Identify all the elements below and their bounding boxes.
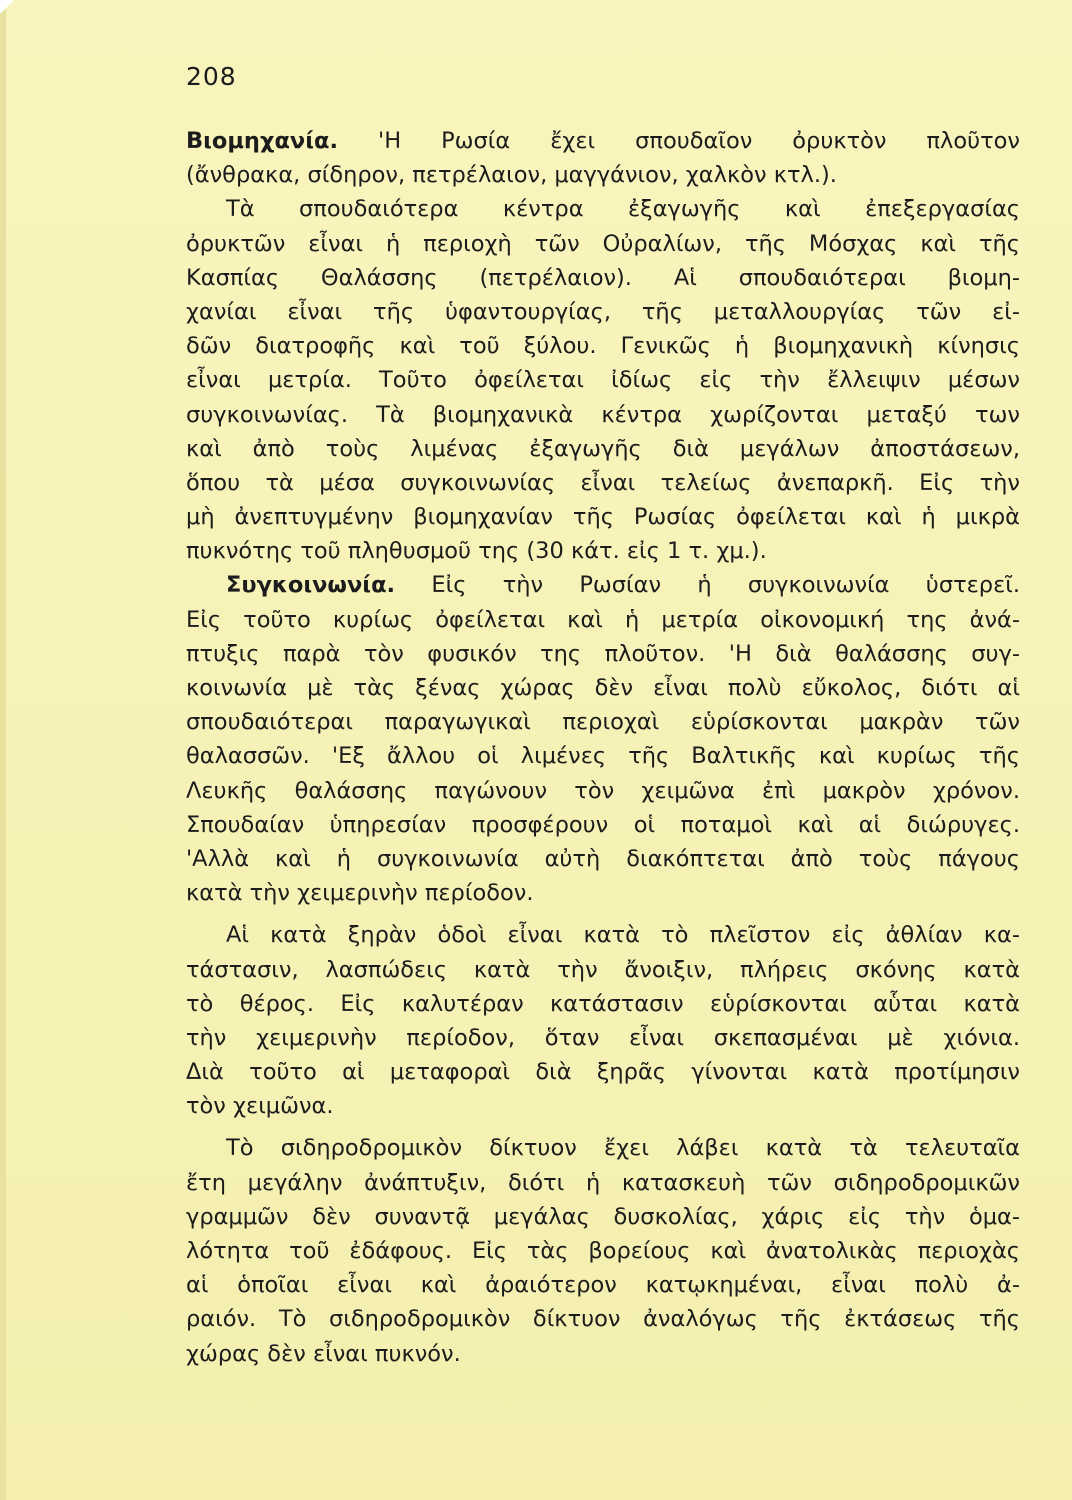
text-line: Διὰ τοῦτο αἱ μεταφοραὶ διὰ ξηρᾶς γίνονται κατὰ προτίμησιν xyxy=(186,1059,1020,1086)
text-line xyxy=(186,124,1020,158)
text-line: ραιόν. Τὸ σιδηροδρομικὸν δίκτυον ἀναλόγως τῆς ἐκτάσεως τῆς xyxy=(186,1306,1020,1333)
text-line: τὸν χειμῶνα. xyxy=(186,1093,334,1120)
text-line: ὅπου τὰ μέσα συγκοινωνίας εἶναι τελείως ἀνεπαρκῆ. Εἰς τὴν xyxy=(186,469,1020,496)
page-corner xyxy=(0,0,14,14)
text-line: σπουδαιότεραι παραγωγικαὶ περιοχαὶ εὑρίσκονται μακρὰν τῶν xyxy=(186,709,1020,736)
text-line: πτυξις παρὰ τὸν φυσικόν της πλοῦτον. 'Η διὰ θαλάσσης συγ- xyxy=(186,640,1020,667)
page-edge xyxy=(0,0,6,1500)
text-line: καὶ ἀπὸ τοὺς λιμένας ἐξαγωγῆς διὰ μεγάλων ἀποστάσεων, xyxy=(186,435,1020,462)
section-heading-transport: Συγκοινωνία. xyxy=(226,572,396,599)
text-line: Σπουδαίαν ὑπηρεσίαν προσφέρουν οἱ ποταμοὶ καὶ αἱ διώρυγες. xyxy=(186,811,1020,838)
text-line: δῶν διατροφῆς καὶ τοῦ ξύλου. Γενικῶς ἡ βιομηχανικὴ κίνησις xyxy=(186,333,1020,360)
text-line: εἶναι μετρία. Τοῦτο ὀφείλεται ἰδίως εἰς τὴν ἔλλειψιν μέσων xyxy=(186,367,1020,394)
text-line: (ἄνθρακα, σίδηρον, πετρέλαιον, μαγγάνιον, χαλκὸν κτλ.). xyxy=(186,162,837,189)
text-line: τὴν χειμερινὴν περίοδον, ὅταν εἶναι σκεπασμέναι μὲ χιόνια. xyxy=(186,1024,1020,1051)
page-number: 208 xyxy=(186,62,237,91)
text-line: τὸ θέρος. Εἰς καλυτέραν κατάστασιν εὑρίσκονται αὗται κατὰ xyxy=(186,990,1020,1017)
text-line: Αἱ κατὰ ξηρὰν ὁδοὶ εἶναι κατὰ τὸ πλεῖστον εἰς ἀθλίαν κα- xyxy=(226,922,1020,949)
text-line: λότητα τοῦ ἐδάφους. Εἰς τὰς βορείους καὶ ἀνατολικὰς περιοχὰς xyxy=(186,1238,1020,1264)
text-line: Κασπίας Θαλάσσης (πετρέλαιον). Αἱ σπουδαιότεραι βιομη- xyxy=(186,264,1020,291)
text-line: 'Αλλὰ καὶ ἡ συγκοινωνία αὐτὴ διακόπτεται ἀπὸ τοὺς πάγους xyxy=(186,845,1020,872)
text-line: κοινωνία μὲ τὰς ξένας χώρας δὲν εἶναι πολὺ εὔκολος, διότι αἱ xyxy=(186,675,1020,701)
text-line: κατὰ τὴν χειμερινὴν περίοδον. xyxy=(186,880,534,907)
text-line: Τὰ σπουδαιότερα κέντρα ἐξαγωγῆς καὶ ἐπεξεργασίας xyxy=(226,196,1020,223)
text-line: γραμμῶν δὲν συναντᾷ μεγάλας δυσκολίας, χάρις εἰς τὴν ὁμα- xyxy=(186,1203,1020,1230)
text-line: ἔτη μεγάλην ἀνάπτυξιν, διότι ἡ κατασκευὴ τῶν σιδηροδρομικῶν xyxy=(186,1169,1020,1196)
text-line: συγκοινωνίας. Τὰ βιομηχανικὰ κέντρα χωρίζονται μεταξύ των xyxy=(186,401,1020,428)
text-line: τάστασιν, λασπώδεις κατὰ τὴν ἄνοιξιν, πλήρεις σκόνης κατὰ xyxy=(186,956,1020,983)
section-heading-industry: Βιομηχανία. xyxy=(186,128,339,154)
text-line: μὴ ἀνεπτυγμένην βιομηχανίαν τῆς Ρωσίας ὀφείλεται καὶ ἡ μικρὰ xyxy=(186,504,1020,531)
text-line: Τὸ σιδηροδρομικὸν δίκτυον ἔχει λάβει κατὰ τὰ τελευταῖα xyxy=(226,1135,1020,1162)
text-line: χώρας δὲν εἶναι πυκνόν. xyxy=(186,1340,461,1367)
paragraph-gap xyxy=(186,910,1020,918)
text-line: χανίαι εἶναι τῆς ὑφαντουργίας, τῆς μεταλλουργίας τῶν εἰ- xyxy=(186,298,1020,325)
body-text xyxy=(186,124,1020,1371)
text-line: ὀρυκτῶν εἶναι ἡ περιοχὴ τῶν Οὐραλίων, τῆς Μόσχας καὶ τῆς xyxy=(186,230,1020,257)
text-span: Εἰς τὴν Ρωσίαν ἡ συγκοινωνία ὑστερεῖ. xyxy=(395,572,1020,599)
text-span: 'Η Ρωσία ἔχει σπουδαῖον ὀρυκτὸν πλοῦτον xyxy=(338,128,1020,154)
text-line: Εἰς τοῦτο κυρίως ὀφείλεται καὶ ἡ μετρία οἰκονομική της ἀνά- xyxy=(186,606,1020,633)
text-line: πυκνότης τοῦ πληθυσμοῦ της (30 κάτ. εἰς 1 τ. χμ.). xyxy=(186,538,767,565)
paragraph-gap xyxy=(186,1123,1020,1131)
text-line: Λευκῆς θαλάσσης παγώνουν τὸν χειμῶνα ἐπὶ μακρὸν χρόνον. xyxy=(186,777,1020,804)
text-line: θαλασσῶν. 'Εξ ἄλλου οἱ λιμένες τῆς Βαλτικῆς καὶ κυρίως τῆς xyxy=(186,743,1020,770)
text-line: αἱ ὁποῖαι εἶναι καὶ ἀραιότερον κατῳκημέναι, εἶναι πολὺ ἀ- xyxy=(186,1272,1020,1299)
text-line xyxy=(186,568,1020,602)
